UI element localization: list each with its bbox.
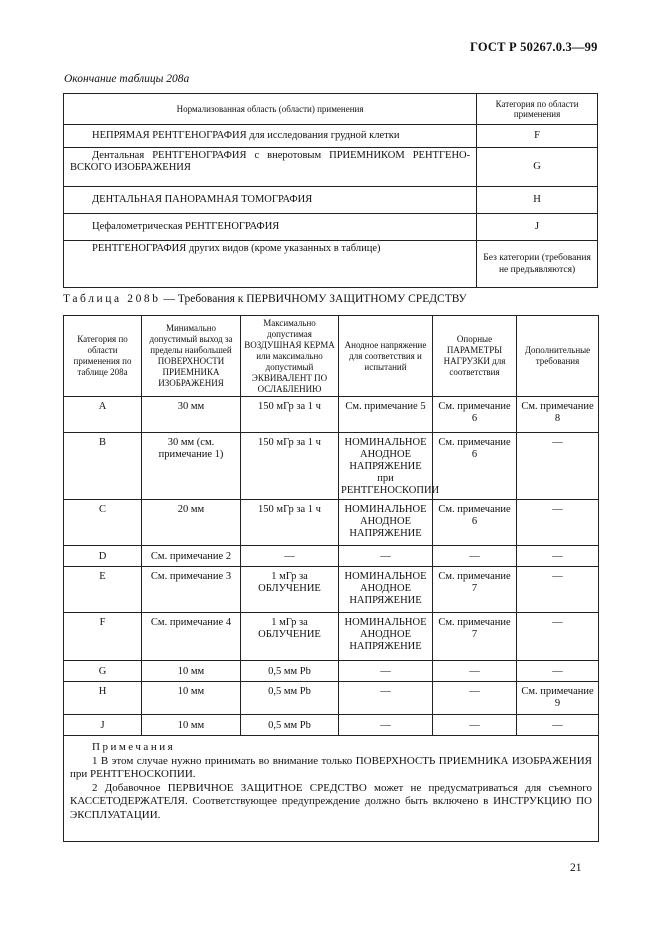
table-row xyxy=(64,125,598,148)
category-cell: E xyxy=(64,567,142,613)
notes-title: Примечания xyxy=(92,741,176,753)
table-208b-title xyxy=(63,293,467,305)
min-exit-cell: 30 мм (см. примечание 1) xyxy=(142,433,241,500)
load-params-cell: — xyxy=(433,715,517,736)
anode-voltage-cell: — xyxy=(339,682,433,715)
extra-requirements-cell: — xyxy=(517,613,599,661)
category-cell: A xyxy=(64,397,142,433)
table-row xyxy=(64,241,598,288)
load-params-cell: См. примечание 6 xyxy=(433,397,517,433)
table-header-row xyxy=(64,316,599,397)
table-row xyxy=(64,397,599,433)
extra-requirements-cell: См. примечание 8 xyxy=(517,397,599,433)
category-cell: H xyxy=(64,682,142,715)
application-cell: Цефалометрическая РЕНТГЕНОГРАФИЯ xyxy=(64,214,477,241)
min-exit-cell: 20 мм xyxy=(142,500,241,546)
table-caption: — Требования к ПЕРВИЧНОМУ ЗАЩИТНОМУ СРЕДСТВУ xyxy=(160,293,467,305)
column-header-load-params: Опорные ПАРАМЕТРЫ НАГРУЗКИ для соответствия xyxy=(433,316,517,397)
column-header-max-kerma: Максимально допустимая ВОЗДУШНАЯ КЕРМА или максимально допустимый ЭКВИВАЛЕНТ ПО ОСЛАБЛЕНИЮ xyxy=(241,316,339,397)
anode-voltage-cell: НОМИНАЛЬНОЕ АНОДНОЕ НАПРЯЖЕНИЕ xyxy=(339,500,433,546)
anode-voltage-cell: См. примечание 5 xyxy=(339,397,433,433)
extra-requirements-cell: — xyxy=(517,433,599,500)
table-208a xyxy=(63,93,598,288)
category-cell: H xyxy=(477,187,598,214)
max-kerma-cell: 1 мГр за ОБЛУЧЕНИЕ xyxy=(241,567,339,613)
min-exit-cell: 10 мм xyxy=(142,715,241,736)
load-params-cell: — xyxy=(433,546,517,567)
table-row xyxy=(64,214,598,241)
table-header-row xyxy=(64,94,598,125)
max-kerma-cell: — xyxy=(241,546,339,567)
extra-requirements-cell: — xyxy=(517,661,599,682)
notes-cell xyxy=(64,736,599,842)
max-kerma-cell: 0,5 мм Pb xyxy=(241,715,339,736)
category-cell: F xyxy=(64,613,142,661)
max-kerma-cell: 0,5 мм Pb xyxy=(241,682,339,715)
application-cell: РЕНТГЕНОГРАФИЯ других видов (кроме указанных в таблице) xyxy=(64,241,477,288)
column-header-application: Нормализованная область (области) применения xyxy=(64,94,477,125)
extra-requirements-cell: См. примечание 9 xyxy=(517,682,599,715)
extra-requirements-cell: — xyxy=(517,500,599,546)
load-params-cell: См. примечание 6 xyxy=(433,500,517,546)
max-kerma-cell: 0,5 мм Pb xyxy=(241,661,339,682)
anode-voltage-cell: — xyxy=(339,715,433,736)
table-row xyxy=(64,433,599,500)
category-cell: G xyxy=(477,148,598,187)
anode-voltage-cell: НОМИНАЛЬНОЕ АНОДНОЕ НАПРЯЖЕНИЕ xyxy=(339,567,433,613)
column-header-anode-voltage: Анодное напряжение для соответствия и испытаний xyxy=(339,316,433,397)
min-exit-cell: См. примечание 2 xyxy=(142,546,241,567)
column-header-extra-requirements: Дополнительные требования xyxy=(517,316,599,397)
category-cell: G xyxy=(64,661,142,682)
category-cell: Без категории (требования не предъявляются) xyxy=(477,241,598,288)
max-kerma-cell: 150 мГр за 1 ч xyxy=(241,500,339,546)
min-exit-cell: 10 мм xyxy=(142,661,241,682)
table-row xyxy=(64,187,598,214)
table-row xyxy=(64,148,598,187)
min-exit-cell: 10 мм xyxy=(142,682,241,715)
table-row xyxy=(64,500,599,546)
category-cell: J xyxy=(64,715,142,736)
category-cell: D xyxy=(64,546,142,567)
page-number: 21 xyxy=(570,862,582,874)
anode-voltage-cell: — xyxy=(339,661,433,682)
max-kerma-cell: 150 мГр за 1 ч xyxy=(241,397,339,433)
table-208b xyxy=(63,315,599,842)
column-header-category: Категория по области применения xyxy=(477,94,598,125)
table-row xyxy=(64,567,599,613)
min-exit-cell: 30 мм xyxy=(142,397,241,433)
min-exit-cell: См. примечание 4 xyxy=(142,613,241,661)
column-header-min-exit: Минимально допустимый выход за пределы наибольшей ПОВЕРХНОСТИ ПРИЕМНИКА ИЗОБРАЖЕНИЯ xyxy=(142,316,241,397)
document-standard-number: ГОСТ Р 50267.0.3—99 xyxy=(470,40,598,54)
anode-voltage-cell: — xyxy=(339,546,433,567)
load-params-cell: См. примечание 6 xyxy=(433,433,517,500)
load-params-cell: — xyxy=(433,682,517,715)
note-2: 2 Добавочное ПЕРВИЧНОЕ ЗАЩИТНОЕ СРЕДСТВО может не предусматриваться для съемного КАССЕТОДЕРЖАТЕЛЯ. Соответствующее предупреждение должно быть включено в ИНСТРУКЦИЮ ПО ЭКСПЛУАТАЦИИ. xyxy=(70,781,592,821)
application-cell: Дентальная РЕНТГЕНОГРАФИЯ с внеротовым ПРИЕМНИКОМ РЕНТГЕНО-ВСКОГО ИЗОБРАЖЕНИЯ xyxy=(64,148,477,187)
extra-requirements-cell: — xyxy=(517,715,599,736)
table-row xyxy=(64,546,599,567)
column-header-category: Категория по области применения по таблице 208а xyxy=(64,316,142,397)
category-cell: J xyxy=(477,214,598,241)
table-row xyxy=(64,715,599,736)
max-kerma-cell: 150 мГр за 1 ч xyxy=(241,433,339,500)
application-cell: ДЕНТАЛЬНАЯ ПАНОРАМНАЯ ТОМОГРАФИЯ xyxy=(64,187,477,214)
anode-voltage-cell: НОМИНАЛЬНОЕ АНОДНОЕ НАПРЯЖЕНИЕ при РЕНТГЕНОСКОПИИ xyxy=(339,433,433,500)
table-label: Таблица 208b xyxy=(63,293,161,305)
extra-requirements-cell: — xyxy=(517,546,599,567)
load-params-cell: См. примечание 7 xyxy=(433,613,517,661)
notes-row xyxy=(64,736,599,842)
table-row xyxy=(64,613,599,661)
load-params-cell: — xyxy=(433,661,517,682)
anode-voltage-cell: НОМИНАЛЬНОЕ АНОДНОЕ НАПРЯЖЕНИЕ xyxy=(339,613,433,661)
category-cell: C xyxy=(64,500,142,546)
category-cell: F xyxy=(477,125,598,148)
table-row xyxy=(64,682,599,715)
table-continuation-caption: Окончание таблицы 208а xyxy=(64,73,190,85)
table-row xyxy=(64,661,599,682)
min-exit-cell: См. примечание 3 xyxy=(142,567,241,613)
load-params-cell: См. примечание 7 xyxy=(433,567,517,613)
note-1: 1 В этом случае нужно принимать во внимание только ПОВЕРХНОСТЬ ПРИЕМНИКА ИЗОБРАЖЕНИЯ при РЕНТГЕНОСКОПИИ. xyxy=(70,754,592,780)
category-cell: B xyxy=(64,433,142,500)
application-cell: НЕПРЯМАЯ РЕНТГЕНОГРАФИЯ для исследования грудной клетки xyxy=(64,125,477,148)
extra-requirements-cell: — xyxy=(517,567,599,613)
max-kerma-cell: 1 мГр за ОБЛУЧЕНИЕ xyxy=(241,613,339,661)
